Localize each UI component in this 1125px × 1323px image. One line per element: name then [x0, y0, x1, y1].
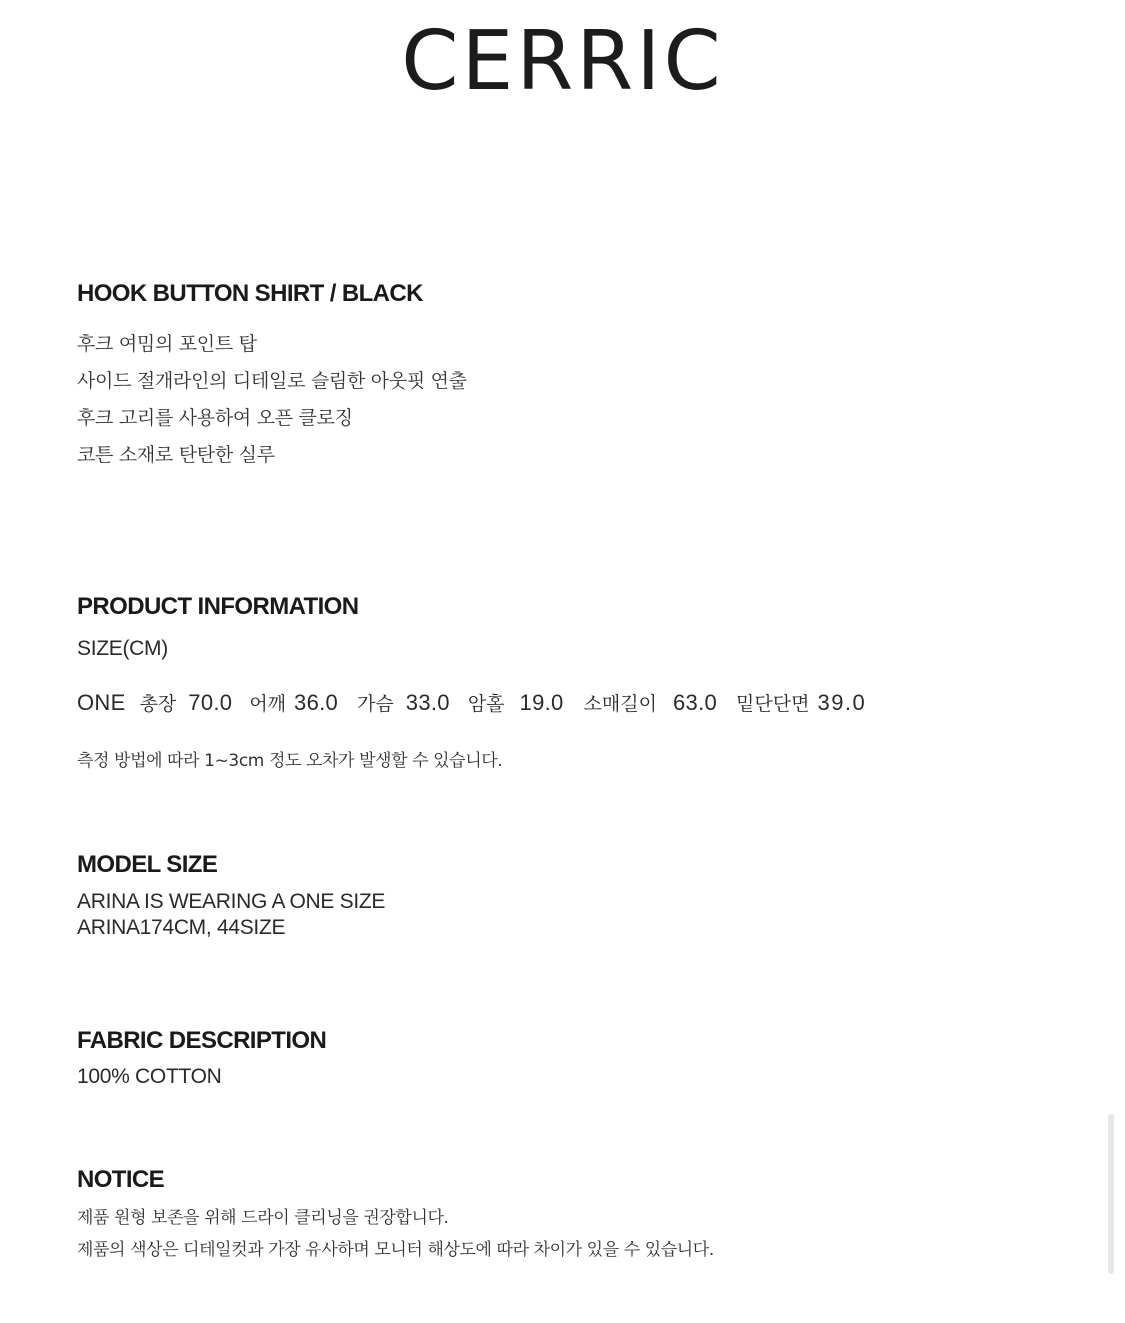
model-size-heading: MODEL SIZE [77, 851, 218, 878]
fabric-heading: FABRIC DESCRIPTION [77, 1027, 327, 1054]
description-line: 후크 고리를 사용하여 오픈 클로징 [77, 407, 353, 429]
measurement-value: 63.0 [673, 690, 718, 715]
measurement-value: 36.0 [294, 690, 339, 715]
measurement-label: 소매길이 [583, 693, 657, 715]
brand-logo: CERRIC [401, 14, 724, 109]
measurement-label: 어깨 [249, 693, 287, 715]
description-line: 후크 여밈의 포인트 탑 [77, 333, 257, 355]
size-name: ONE [77, 690, 126, 715]
product-section [77, 280, 467, 474]
measurement-label: 암홀 [467, 693, 505, 715]
description-line: 코튼 소재로 탄탄한 실루 [77, 444, 275, 466]
model-size-line: ARINA174CM, 44SIZE [77, 916, 286, 939]
measurement-value: 39.0 [817, 690, 867, 715]
description-line: 사이드 절개라인의 디테일로 슬림한 아웃핏 연출 [77, 370, 467, 392]
measurement-value: 70.0 [188, 690, 233, 715]
size-unit-label: SIZE(CM) [77, 637, 168, 660]
product-info-heading: PRODUCT INFORMATION [77, 593, 359, 620]
product-description [77, 326, 467, 474]
product-info-section [77, 593, 866, 771]
measurement-label: 총장 [139, 693, 177, 715]
product-title: HOOK BUTTON SHIRT / BLACK [77, 280, 423, 307]
notice-line: 제품의 색상은 디테일컷과 가장 유사하며 모니터 해상도에 따라 차이가 있을 수 있습니다. [77, 1240, 714, 1260]
model-size-section [77, 851, 385, 941]
measurement-label: 가슴 [357, 693, 394, 715]
notice-line: 제품 원형 보존을 위해 드라이 클리닝을 권장합니다. [77, 1208, 449, 1228]
scrollbar[interactable] [1108, 1114, 1114, 1274]
measurement-value: 19.0 [519, 690, 564, 715]
fabric-text: 100% COTTON [77, 1065, 222, 1088]
measurement-label: 밑단단면 [736, 693, 810, 715]
model-size-line: ARINA IS WEARING A ONE SIZE [77, 890, 386, 913]
fabric-section [77, 1027, 326, 1089]
notice-heading: NOTICE [77, 1166, 165, 1193]
measurement-note: 측정 방법에 따라 1~3cm 정도 오차가 발생할 수 있습니다. [77, 751, 503, 771]
measurement-value: 33.0 [405, 690, 450, 715]
notice-section [77, 1166, 714, 1266]
size-table-row [77, 689, 866, 716]
